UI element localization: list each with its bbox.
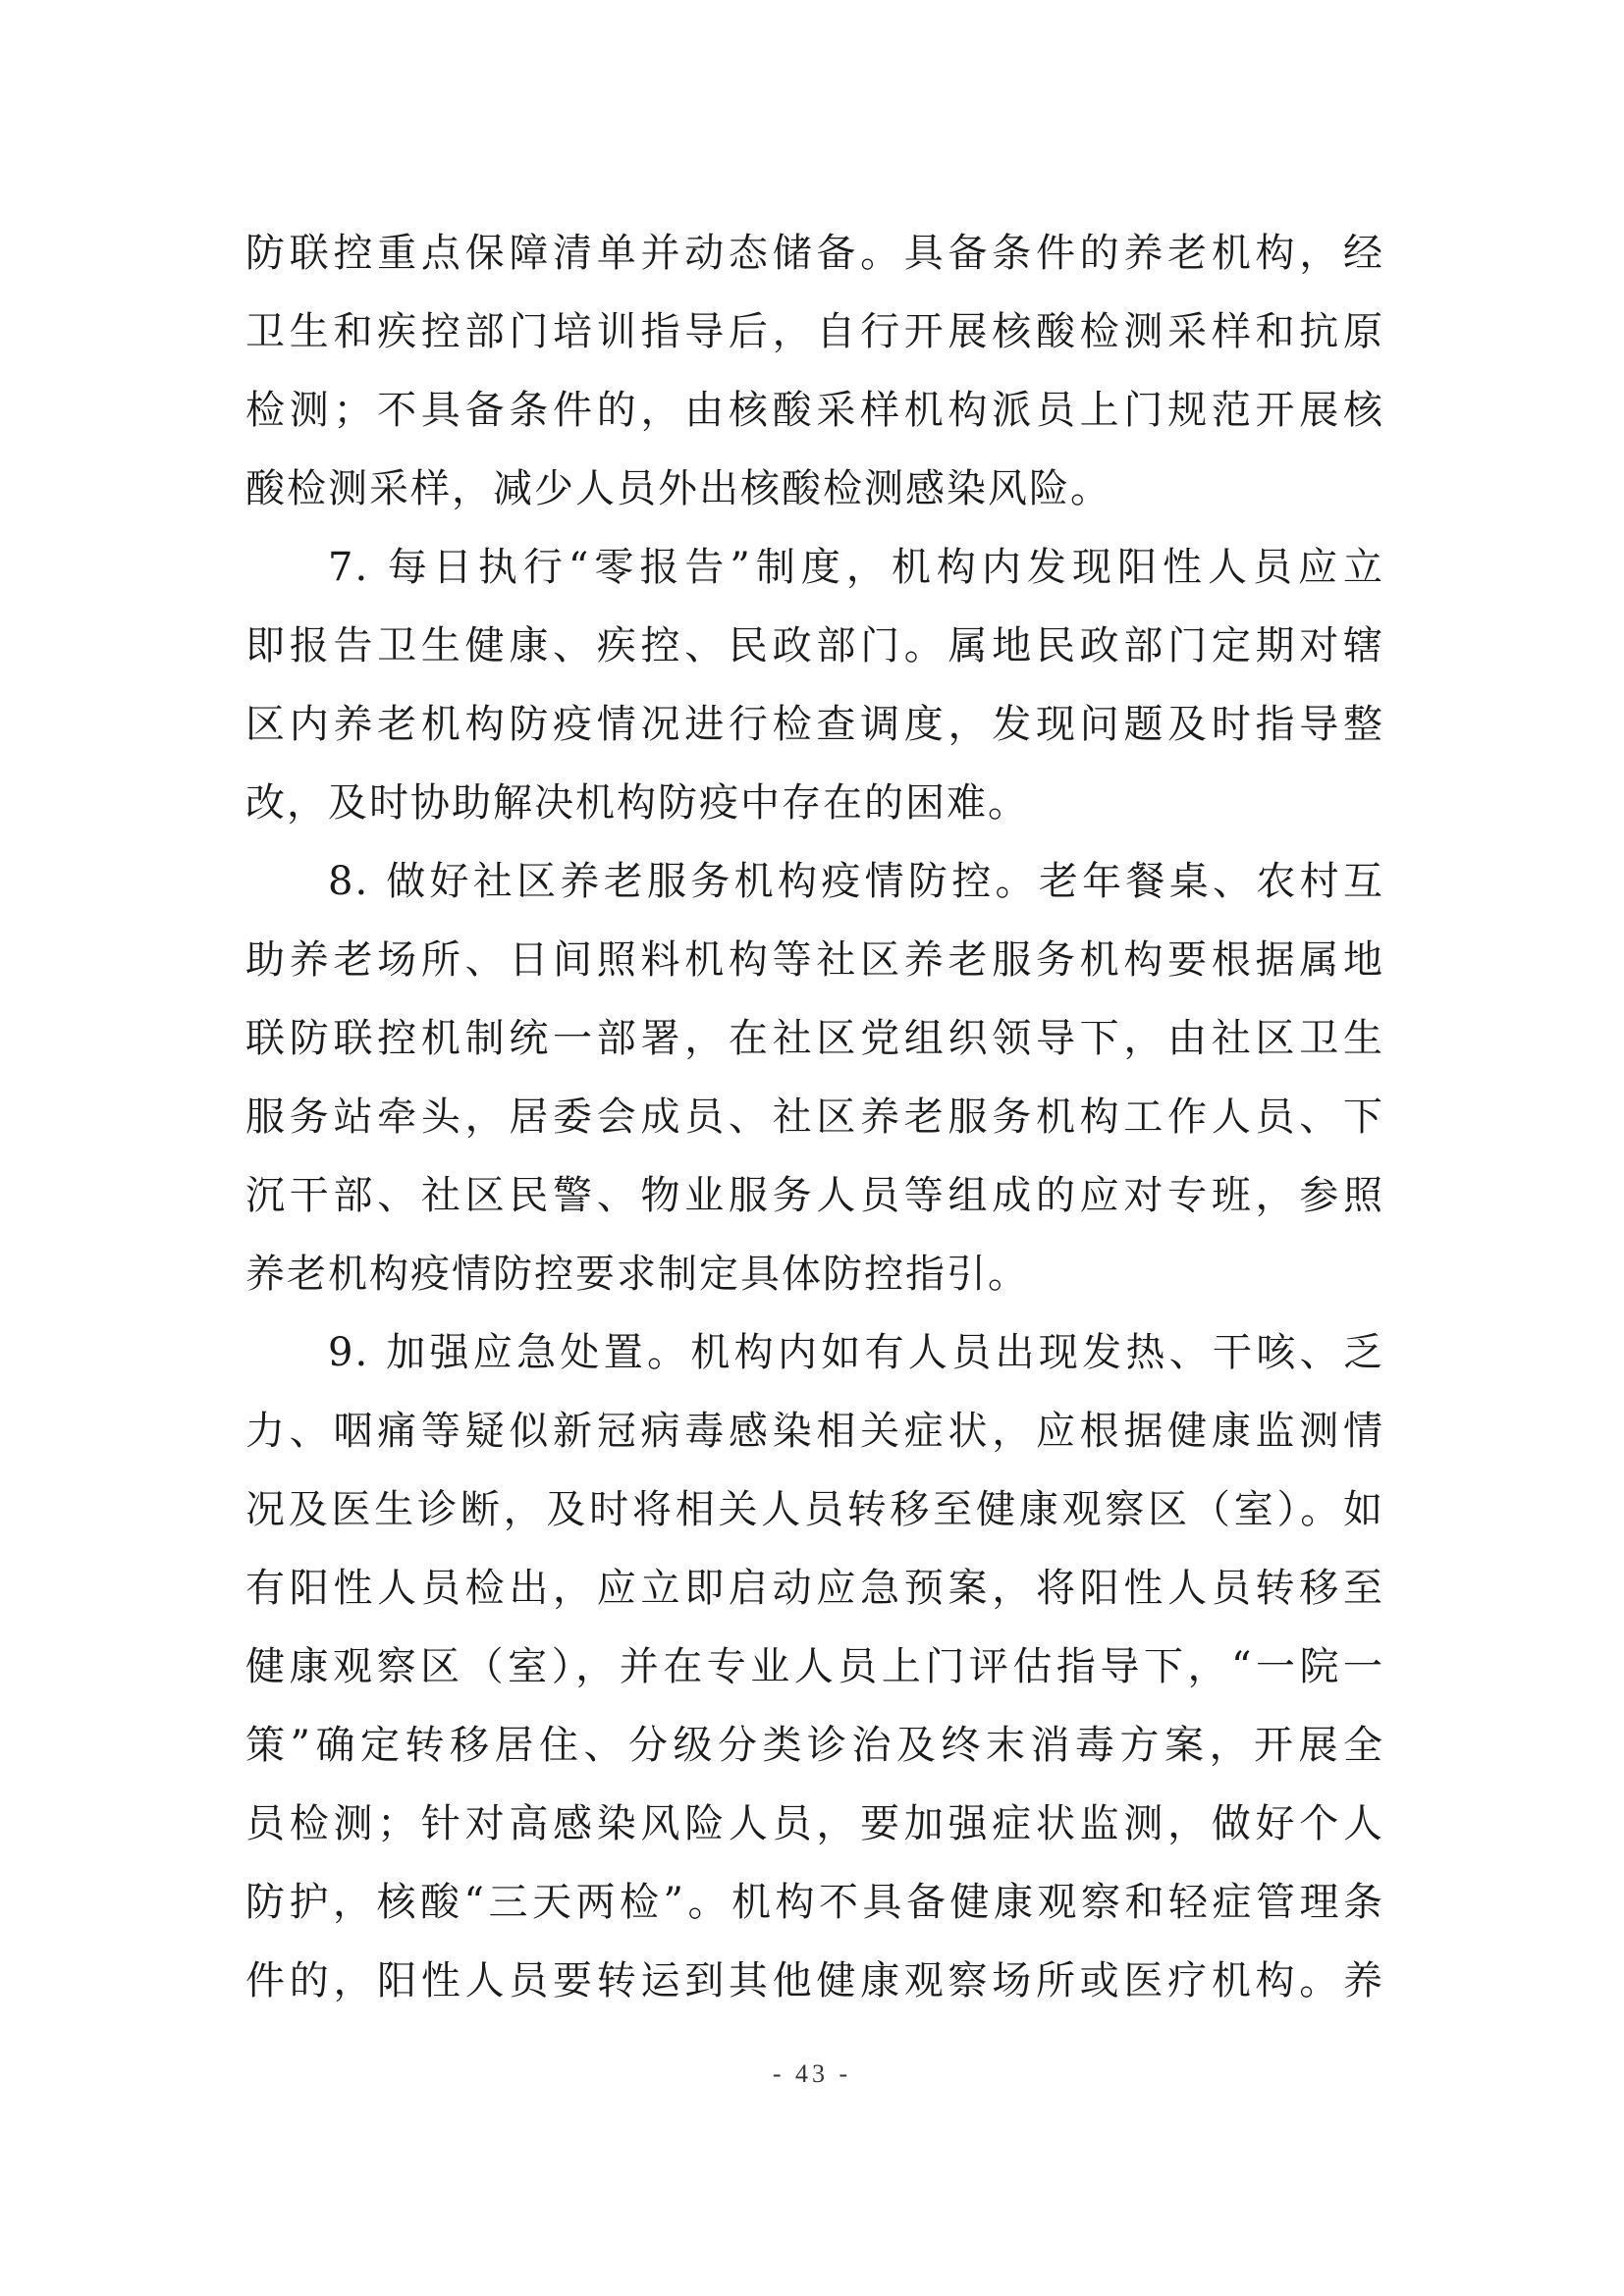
text-line: 健康观察区（室），并在专业人员上门评估指导下，“一院一 <box>245 1644 1384 1689</box>
text-line: 有阳性人员检出，应立即启动应急预案，将阳性人员转移至 <box>245 1566 1384 1611</box>
text-line: 况及医生诊断，及时将相关人员转移至健康观察区（室）。如 <box>245 1487 1384 1532</box>
text-line: 区内养老机构防疫情况进行检查调度，发现问题及时指导整 <box>245 702 1384 747</box>
body-text <box>245 214 1384 2020</box>
text-line: 件的，阳性人员要转运到其他健康观察场所或医疗机构。养 <box>245 1958 1384 2003</box>
text-line: 改，及时协助解决机构防疫中存在的困难。 <box>245 780 1029 826</box>
text-line: 员检测；针对高感染风险人员，要加强症状监测，做好个人 <box>245 1801 1384 1846</box>
text-line: 即报告卫生健康、疾控、民政部门。属地民政部门定期对辖 <box>245 623 1384 668</box>
text-line: 助养老场所、日间照料机构等社区养老服务机构要根据属地 <box>245 937 1384 983</box>
text-line: 养老机构疫情防控要求制定具体防控指引。 <box>245 1252 1029 1297</box>
paragraph-9-start: 9. 加强应急处置。机构内如有人员出现发热、干咳、乏 <box>328 1330 1384 1375</box>
text-line: 酸检测采样，减少人员外出核酸检测感染风险。 <box>245 466 1111 511</box>
text-line: 检测；不具备条件的，由核酸采样机构派员上门规范开展核 <box>245 388 1384 433</box>
text-line: 沉干部、社区民警、物业服务人员等组成的应对专班，参照 <box>245 1173 1384 1218</box>
text-line: 卫生和疾控部门培训指导后，自行开展核酸检测采样和抗原 <box>245 309 1384 354</box>
text-line: 力、咽痛等疑似新冠病毒感染相关症状，应根据健康监测情 <box>245 1409 1384 1454</box>
text-line: 服务站牵头，居委会成员、社区养老服务机构工作人员、下 <box>245 1095 1384 1140</box>
paragraph-8-start: 8. 做好社区养老服务机构疫情防控。老年餐桌、农村互 <box>328 859 1384 904</box>
paragraph-7-start: 7. 每日执行“零报告”制度，机构内发现阳性人员应立 <box>328 545 1384 590</box>
text-line: 防联控重点保障清单并动态储备。具备条件的养老机构，经 <box>245 231 1384 276</box>
page-number: - 43 - <box>772 2059 852 2088</box>
text-line: 防护，核酸“三天两检”。机构不具备健康观察和轻症管理条 <box>245 1880 1384 1925</box>
text-line: 联防联控机制统一部署，在社区党组织领导下，由社区卫生 <box>245 1016 1384 1061</box>
text-line: 策”确定转移居住、分级分类诊治及终末消毒方案，开展全 <box>245 1723 1384 1768</box>
